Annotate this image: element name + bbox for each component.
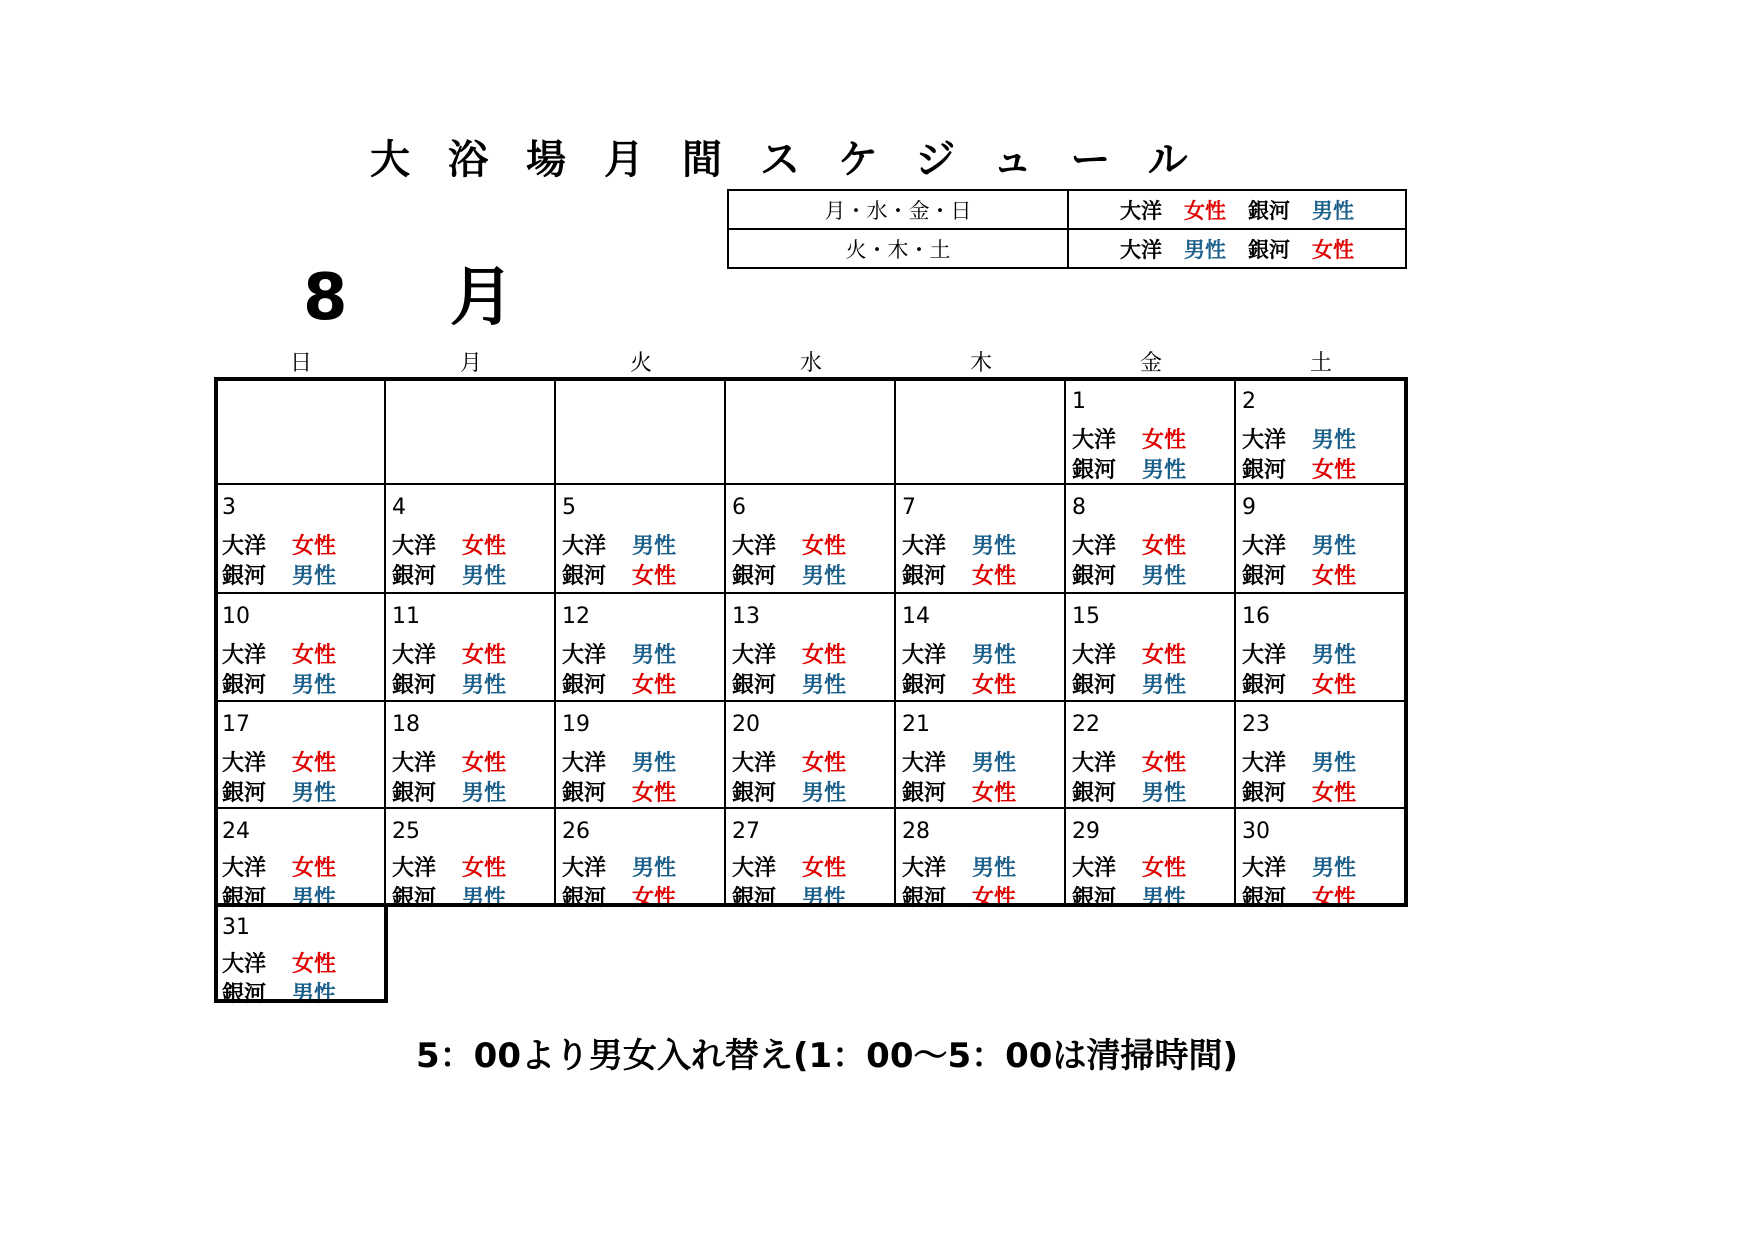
bath-gender: 女性: [462, 643, 507, 668]
bath-gender: 男性: [632, 751, 677, 776]
bath-location: 大洋: [392, 534, 437, 559]
bath-assignment: [902, 529, 1016, 560]
bath-location: 大洋: [1242, 428, 1287, 453]
day-number: 5: [562, 495, 576, 520]
bath-assignment: [562, 559, 676, 590]
calendar-day: [386, 485, 556, 594]
calendar-day: [896, 485, 1066, 594]
bath-assignment: [562, 776, 676, 807]
calendar-grid: [216, 379, 1406, 1007]
bath-gender: 男性: [632, 534, 677, 559]
legend-location: 大洋: [1120, 237, 1162, 262]
legend-row: [728, 190, 1406, 229]
calendar-day: [1066, 379, 1236, 485]
bath-location: 大洋: [1242, 856, 1287, 881]
bath-gender: 男性: [1312, 856, 1357, 881]
bath-gender: 女性: [1142, 428, 1187, 453]
bath-location: 大洋: [1072, 856, 1117, 881]
calendar-day: [1236, 379, 1406, 485]
bath-assignment: [392, 851, 506, 882]
bath-gender: 男性: [972, 643, 1017, 668]
bath-gender: 男性: [802, 781, 847, 806]
bath-gender: 男性: [972, 534, 1017, 559]
bath-location: 大洋: [1072, 643, 1117, 668]
weekday-label: 火: [629, 351, 652, 376]
bath-gender: 男性: [1142, 673, 1187, 698]
bath-gender: 男性: [632, 856, 677, 881]
bath-assignment: [392, 529, 506, 560]
bath-location: 銀河: [1242, 673, 1287, 698]
bath-gender: 男性: [802, 673, 847, 698]
bath-assignment: [1242, 559, 1356, 590]
day-number: 29: [1072, 819, 1100, 844]
bath-gender: 男性: [972, 751, 1017, 776]
bath-assignment: [732, 559, 846, 590]
calendar-day: [726, 809, 896, 911]
legend-assignment: [1068, 190, 1406, 229]
bath-location: 大洋: [562, 856, 607, 881]
bath-location: 銀河: [562, 673, 607, 698]
legend-location: 大洋: [1120, 198, 1162, 223]
bath-gender: 女性: [1142, 534, 1187, 559]
bath-gender: 女性: [1312, 458, 1357, 483]
calendar-day: [216, 485, 386, 594]
calendar-day: [556, 702, 726, 809]
day-number: 13: [732, 604, 760, 629]
bath-gender: 女性: [1312, 564, 1357, 589]
bath-gender: 女性: [292, 534, 337, 559]
bath-assignment: [222, 559, 336, 590]
bath-assignment: [902, 559, 1016, 590]
day-number: 12: [562, 604, 590, 629]
bath-gender: 男性: [292, 982, 337, 1007]
bath-location: 大洋: [902, 751, 947, 776]
bath-assignment: [1072, 776, 1186, 807]
bath-assignment: [562, 851, 676, 882]
bath-location: 銀河: [222, 886, 267, 911]
bath-gender: 男性: [1312, 643, 1357, 668]
bath-gender: 男性: [462, 673, 507, 698]
calendar-day: [386, 702, 556, 809]
bath-gender: 女性: [292, 751, 337, 776]
footer-text: 5：00より男女入れ替え(1：00～5：00は清掃時間): [416, 1036, 1238, 1076]
bath-location: 銀河: [732, 886, 777, 911]
day-number: 11: [392, 604, 420, 629]
bath-location: 大洋: [1072, 428, 1117, 453]
bath-gender: 女性: [972, 886, 1017, 911]
bath-gender: 女性: [632, 564, 677, 589]
bath-assignment: [1072, 453, 1186, 484]
day-number: 14: [902, 604, 930, 629]
bath-assignment: [222, 776, 336, 807]
bath-gender: 女性: [1142, 751, 1187, 776]
calendar-day: [1236, 594, 1406, 702]
bath-assignment: [1242, 851, 1356, 882]
bath-location: 銀河: [732, 781, 777, 806]
bath-gender: 男性: [462, 564, 507, 589]
bath-assignment: [222, 638, 336, 669]
bath-location: 大洋: [902, 534, 947, 559]
day-number: 20: [732, 712, 760, 737]
day-number: 21: [902, 712, 930, 737]
bath-gender: 女性: [972, 673, 1017, 698]
day-number: 19: [562, 712, 590, 737]
bath-location: 銀河: [222, 982, 267, 1007]
bath-assignment: [222, 668, 336, 699]
day-number: 7: [902, 495, 916, 520]
bath-location: 大洋: [562, 534, 607, 559]
bath-location: 銀河: [392, 564, 437, 589]
bath-gender: 男性: [292, 564, 337, 589]
bath-gender: 男性: [972, 856, 1017, 881]
weekday-label: 月: [459, 351, 482, 376]
bath-location: 大洋: [222, 534, 267, 559]
bath-location: 大洋: [392, 751, 437, 776]
bath-gender: 女性: [802, 751, 847, 776]
bath-location: 大洋: [1072, 534, 1117, 559]
bath-assignment: [1242, 776, 1356, 807]
bath-location: 大洋: [392, 856, 437, 881]
legend-gender: 女性: [1184, 198, 1226, 223]
bath-gender: 女性: [632, 886, 677, 911]
legend-location: 銀河: [1248, 198, 1290, 223]
bath-gender: 女性: [1142, 856, 1187, 881]
calendar-day: [726, 702, 896, 809]
bath-gender: 男性: [1142, 886, 1187, 911]
bath-assignment: [732, 776, 846, 807]
bath-assignment: [222, 977, 336, 1008]
bath-location: 銀河: [222, 781, 267, 806]
bath-assignment: [902, 881, 1016, 912]
bath-assignment: [1072, 851, 1186, 882]
day-number: 3: [222, 495, 236, 520]
bath-location: 銀河: [1072, 886, 1117, 911]
bath-location: 大洋: [1242, 534, 1287, 559]
bath-location: 大洋: [392, 643, 437, 668]
bath-assignment: [562, 638, 676, 669]
day-number: 25: [392, 819, 420, 844]
bath-gender: 女性: [802, 856, 847, 881]
bath-assignment: [392, 776, 506, 807]
day-number: 10: [222, 604, 250, 629]
day-number: 22: [1072, 712, 1100, 737]
calendar-cell: [896, 379, 1066, 485]
weekday-label: 土: [1309, 351, 1332, 376]
calendar-day: [896, 702, 1066, 809]
bath-gender: 男性: [292, 673, 337, 698]
bath-assignment: [1072, 746, 1186, 777]
bath-gender: 女性: [292, 643, 337, 668]
bath-assignment: [732, 851, 846, 882]
day-number: 17: [222, 712, 250, 737]
schedule-legend: [727, 189, 1407, 269]
bath-assignment: [222, 529, 336, 560]
bath-location: 銀河: [1072, 781, 1117, 806]
bath-assignment: [732, 668, 846, 699]
bath-location: 銀河: [1072, 564, 1117, 589]
day-number: 26: [562, 819, 590, 844]
bath-assignment: [1072, 881, 1186, 912]
bath-location: 銀河: [732, 564, 777, 589]
bath-assignment: [1072, 423, 1186, 454]
bath-location: 大洋: [562, 643, 607, 668]
bath-location: 大洋: [222, 952, 267, 977]
calendar-day: [1236, 702, 1406, 809]
bath-assignment: [222, 947, 336, 978]
bath-gender: 女性: [292, 952, 337, 977]
calendar-day: [1236, 809, 1406, 911]
bath-assignment: [1072, 668, 1186, 699]
bath-gender: 女性: [972, 781, 1017, 806]
bath-assignment: [562, 881, 676, 912]
bath-location: 大洋: [1242, 643, 1287, 668]
bath-location: 銀河: [1072, 673, 1117, 698]
calendar-day: [896, 594, 1066, 702]
bath-location: 大洋: [732, 856, 777, 881]
calendar-day: [216, 702, 386, 809]
legend-gender: 男性: [1184, 237, 1226, 262]
bath-gender: 男性: [462, 781, 507, 806]
bath-gender: 女性: [632, 673, 677, 698]
bath-location: 大洋: [222, 643, 267, 668]
legend-assignment: [1068, 229, 1406, 268]
bath-assignment: [222, 851, 336, 882]
bath-gender: 男性: [292, 781, 337, 806]
weekday-header: [216, 346, 1406, 376]
bath-assignment: [1072, 529, 1186, 560]
bath-location: 銀河: [562, 564, 607, 589]
bath-assignment: [222, 746, 336, 777]
bath-location: 大洋: [732, 643, 777, 668]
bath-assignment: [392, 668, 506, 699]
bath-assignment: [562, 668, 676, 699]
calendar-day: [556, 594, 726, 702]
bath-gender: 女性: [1312, 781, 1357, 806]
bath-location: 大洋: [732, 751, 777, 776]
bath-gender: 男性: [1142, 458, 1187, 483]
bath-location: 大洋: [562, 751, 607, 776]
bath-gender: 男性: [632, 643, 677, 668]
month-label: 8 月: [303, 261, 554, 335]
bath-assignment: [902, 668, 1016, 699]
day-number: 9: [1242, 495, 1256, 520]
day-number: 8: [1072, 495, 1086, 520]
bath-assignment: [1242, 453, 1356, 484]
bath-assignment: [1242, 529, 1356, 560]
bath-location: 大洋: [222, 751, 267, 776]
bath-assignment: [732, 746, 846, 777]
calendar-cell: [386, 379, 556, 485]
calendar-day: [216, 905, 386, 1007]
bath-location: 銀河: [1242, 781, 1287, 806]
bath-gender: 女性: [1312, 673, 1357, 698]
bath-gender: 女性: [462, 534, 507, 559]
day-number: 4: [392, 495, 406, 520]
calendar-day: [1066, 809, 1236, 911]
bath-location: 銀河: [392, 673, 437, 698]
legend-location: 銀河: [1248, 237, 1290, 262]
calendar-cell: [556, 379, 726, 485]
footer-note: [0, 1028, 1754, 1077]
calendar-day: [216, 809, 386, 911]
day-number: 2: [1242, 389, 1256, 414]
day-number: 24: [222, 819, 250, 844]
bath-assignment: [392, 746, 506, 777]
bath-gender: 男性: [1312, 428, 1357, 453]
calendar-day: [726, 485, 896, 594]
bath-location: 銀河: [902, 886, 947, 911]
bath-gender: 男性: [802, 886, 847, 911]
calendar-day: [1066, 485, 1236, 594]
bath-location: 銀河: [1072, 458, 1117, 483]
bath-gender: 男性: [292, 886, 337, 911]
bath-location: 銀河: [562, 781, 607, 806]
bath-assignment: [732, 638, 846, 669]
day-number: 18: [392, 712, 420, 737]
legend-days: 月・水・金・日: [728, 190, 1068, 229]
day-number: 30: [1242, 819, 1270, 844]
bath-gender: 女性: [462, 751, 507, 776]
day-number: 27: [732, 819, 760, 844]
bath-gender: 女性: [802, 534, 847, 559]
bath-assignment: [1242, 746, 1356, 777]
day-number: 23: [1242, 712, 1270, 737]
day-number: 28: [902, 819, 930, 844]
weekday-label: 日: [289, 351, 312, 376]
bath-assignment: [392, 638, 506, 669]
bath-assignment: [902, 746, 1016, 777]
bath-location: 銀河: [392, 781, 437, 806]
calendar-day: [386, 809, 556, 911]
weekday-label: 木: [969, 351, 992, 376]
calendar-day: [896, 809, 1066, 911]
bath-assignment: [902, 776, 1016, 807]
legend-gender: 男性: [1312, 198, 1354, 223]
bath-gender: 女性: [462, 856, 507, 881]
bath-assignment: [1072, 559, 1186, 590]
day-number: 6: [732, 495, 746, 520]
calendar-day: [1066, 702, 1236, 809]
bath-assignment: [1242, 423, 1356, 454]
bath-gender: 男性: [1312, 751, 1357, 776]
bath-assignment: [732, 529, 846, 560]
legend-days: 火・木・土: [728, 229, 1068, 268]
calendar-day: [556, 485, 726, 594]
calendar-day: [556, 809, 726, 911]
bath-location: 銀河: [222, 564, 267, 589]
bath-location: 銀河: [902, 564, 947, 589]
calendar-day: [726, 594, 896, 702]
bath-assignment: [562, 529, 676, 560]
bath-gender: 女性: [1312, 886, 1357, 911]
legend-gender: 女性: [1312, 237, 1354, 262]
day-number: 16: [1242, 604, 1270, 629]
bath-location: 銀河: [732, 673, 777, 698]
bath-gender: 男性: [802, 564, 847, 589]
bath-location: 銀河: [222, 673, 267, 698]
page-title: 大浴場月間スケジュール: [370, 137, 1226, 183]
bath-gender: 女性: [292, 856, 337, 881]
bath-gender: 女性: [972, 564, 1017, 589]
bath-location: 大洋: [902, 643, 947, 668]
calendar-day: [1236, 485, 1406, 594]
day-number: 1: [1072, 389, 1086, 414]
bath-gender: 女性: [632, 781, 677, 806]
bath-assignment: [562, 746, 676, 777]
calendar-day: [216, 594, 386, 702]
calendar-cell: [726, 379, 896, 485]
legend-row: [728, 229, 1406, 268]
bath-assignment: [732, 881, 846, 912]
weekday-label: 水: [799, 351, 822, 376]
bath-location: 大洋: [732, 534, 777, 559]
bath-assignment: [902, 851, 1016, 882]
bath-assignment: [1242, 668, 1356, 699]
bath-location: 銀河: [1242, 564, 1287, 589]
bath-assignment: [1242, 638, 1356, 669]
bath-location: 銀河: [902, 673, 947, 698]
bath-gender: 男性: [462, 886, 507, 911]
bath-location: 銀河: [1242, 458, 1287, 483]
bath-location: 銀河: [392, 886, 437, 911]
bath-location: 大洋: [902, 856, 947, 881]
bath-gender: 男性: [1142, 564, 1187, 589]
calendar-cell: [216, 379, 386, 485]
bath-gender: 男性: [1142, 781, 1187, 806]
bath-gender: 女性: [802, 643, 847, 668]
bath-assignment: [1242, 881, 1356, 912]
bath-location: 大洋: [1072, 751, 1117, 776]
bath-gender: 女性: [1142, 643, 1187, 668]
bath-assignment: [902, 638, 1016, 669]
calendar-day: [1066, 594, 1236, 702]
bath-gender: 男性: [1312, 534, 1357, 559]
bath-location: 銀河: [562, 886, 607, 911]
weekday-label: 金: [1139, 351, 1162, 376]
day-number: 31: [222, 915, 250, 940]
bath-location: 大洋: [1242, 751, 1287, 776]
calendar-day: [386, 594, 556, 702]
bath-location: 大洋: [222, 856, 267, 881]
bath-assignment: [392, 881, 506, 912]
bath-assignment: [1072, 638, 1186, 669]
day-number: 15: [1072, 604, 1100, 629]
bath-location: 銀河: [1242, 886, 1287, 911]
bath-location: 銀河: [902, 781, 947, 806]
bath-assignment: [392, 559, 506, 590]
